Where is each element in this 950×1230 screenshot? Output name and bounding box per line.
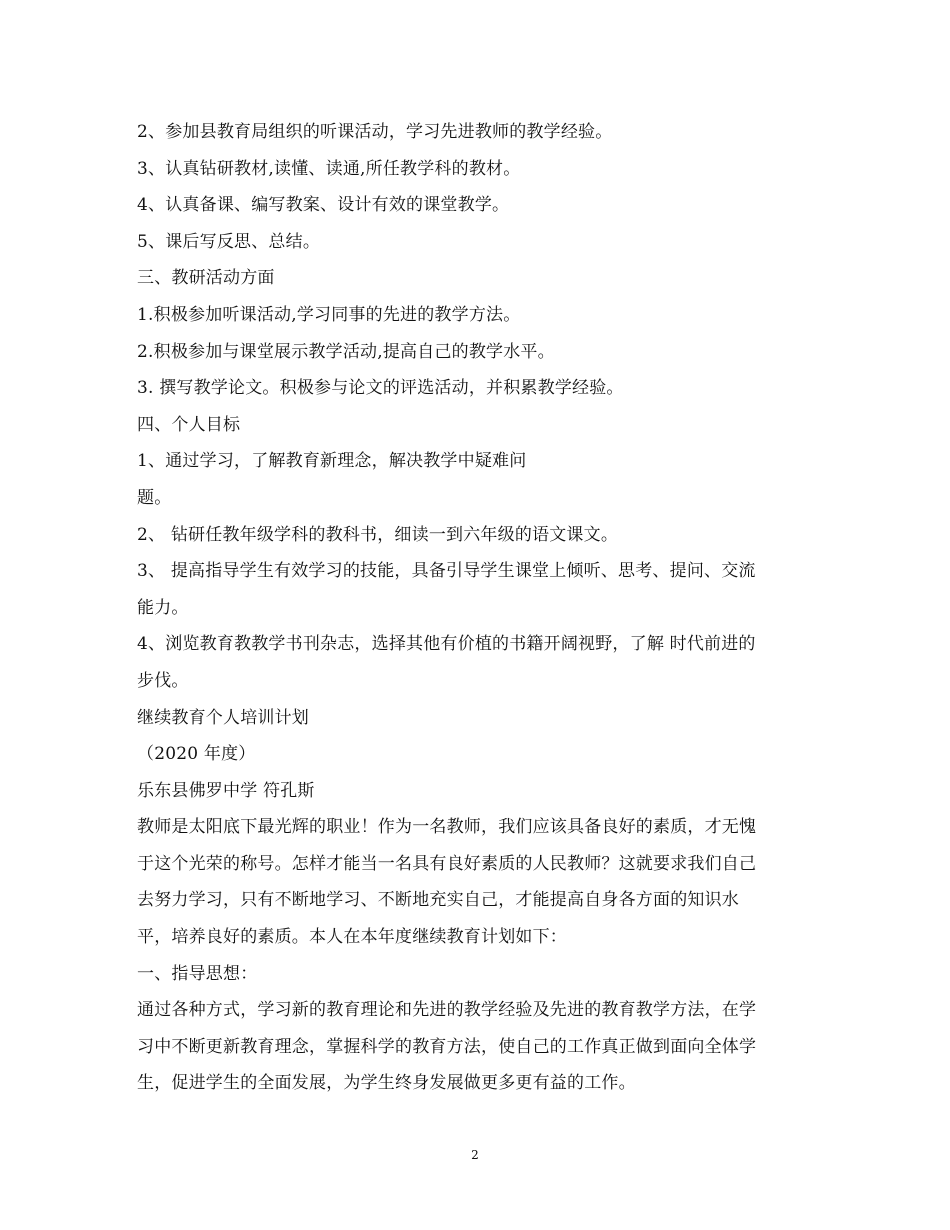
text-line: 步伐。 [137, 670, 189, 691]
text-line: 能力。 [137, 597, 189, 618]
document-author: 乐东县佛罗中学 符孔斯 [137, 780, 315, 801]
text-line: 3、 提高指导学生有效学习的技能，具备引导学生课堂上倾听、思考、提问、交流 [137, 561, 756, 582]
text-line: 于这个光荣的称号。怎样才能当一名具有良好素质的人民教师？这就要求我们自己 [137, 853, 757, 874]
section-heading: 一、指导思想： [137, 963, 258, 984]
text-line: 教师是太阳底下最光辉的职业！作为一名教师，我们应该具备良好的素质，才无愧 [137, 817, 757, 838]
section-heading: 三、教研活动方面 [137, 268, 275, 289]
text-line: 平，培养良好的素质。本人在本年度继续教育计划如下： [137, 927, 567, 948]
text-line: 1、通过学习，了解教育新理念，解决教学中疑难问 [137, 451, 527, 472]
text-line: 4、浏览教育教教学书刊杂志，选择其他有价植的书籍开阔视野，了解 时代前进的 [137, 634, 756, 655]
text-line: 3. 撰写教学论文。积极参与论文的评选活动，并积累教学经验。 [137, 378, 624, 399]
text-line: 习中不断更新教育理念，掌握科学的教育方法，使自己的工作真正做到面向全体学 [137, 1036, 757, 1057]
page-number: 2 [471, 1148, 479, 1162]
text-line: 3、认真钻研教材,读懂、读通,所任教学科的教材。 [137, 158, 521, 179]
section-heading: 四、个人目标 [137, 414, 241, 435]
text-line: 2、参加县教育局组织的听课活动，学习先进教师的教学经验。 [137, 122, 613, 142]
document-body [137, 114, 817, 1102]
text-line: 生，促进学生的全面发展，为学生终身发展做更多更有益的工作。 [137, 1073, 636, 1094]
document-year: （2020 年度） [137, 744, 256, 765]
text-line: 2.积极参加与课堂展示教学活动,提高自己的教学水平。 [137, 341, 555, 362]
text-line: 1.积极参加听课活动,学习同事的先进的教学方法。 [137, 304, 521, 325]
document-title: 继续教育个人培训计划 [137, 707, 309, 728]
text-line: 通过各种方式，学习新的教育理论和先进的教学经验及先进的教育教学方法，在学 [137, 1000, 757, 1021]
text-line: 5、课后写反思、总结。 [137, 231, 321, 252]
text-line: 题。 [137, 487, 172, 508]
text-line: 2、 钻研任教年级学科的教科书，细读一到六年级的语文课文。 [137, 524, 619, 545]
text-line: 去努力学习，只有不断地学习、不断地充实自己，才能提高自身各方面的知识水 [137, 890, 739, 911]
text-line: 4、认真备课、编写教案、设计有效的课堂教学。 [137, 195, 510, 216]
